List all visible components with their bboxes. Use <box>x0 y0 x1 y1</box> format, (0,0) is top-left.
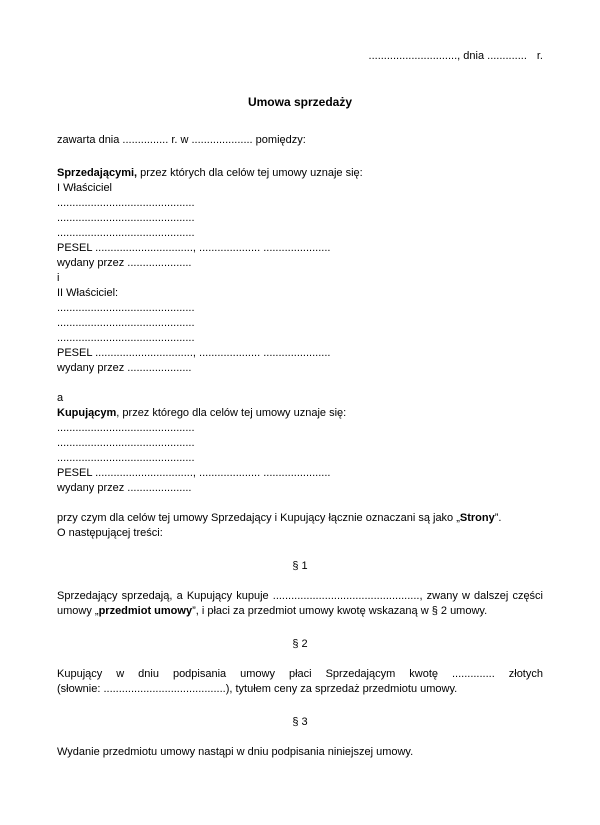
parties-clause-post: ”. <box>494 512 502 524</box>
spacer <box>57 496 543 511</box>
spacer <box>57 148 543 166</box>
section-1-line-2-bold: przedmiot umowy <box>98 605 193 617</box>
date-place-fill: ............................., <box>368 50 461 62</box>
page-title: Umowa sprzedaży <box>247 95 353 109</box>
dotted-fill-line: ............................................. <box>57 452 195 464</box>
date-day-fill: ............. <box>487 50 527 62</box>
date-year-suffix: r. <box>536 50 543 62</box>
section-1-line-2-pre: umowy „ <box>57 605 99 617</box>
spacer <box>57 574 543 589</box>
section-1-line-2-post: ”, i płaci za przedmiot umowy kwotę wskazaną w § 2 umowy. <box>192 605 488 617</box>
and-connector: i <box>57 272 60 284</box>
section-1-header: § 1 <box>292 560 308 572</box>
sellers-heading-rest: przez których dla celów tej umowy uznaje się: <box>137 167 363 179</box>
dotted-fill-line: ............................................. <box>57 422 195 434</box>
issued-by-line: wydany przez ..................... <box>57 482 192 494</box>
section-2-line-1: Kupujący w dniu podpisania umowy płaci Sprzedającym kwotę .............. złotych <box>57 668 543 680</box>
section-3-header: § 3 <box>292 716 308 728</box>
intro-line: zawarta dnia ............... r. w .................... pomiędzy: <box>57 134 306 146</box>
dotted-fill-line: ............................................. <box>57 197 195 209</box>
section-2-line-2: (słownie: ........................................), tytułem ceny za sprzedaż przedmiotu umowy. <box>57 683 458 695</box>
content-intro: O następującej treści: <box>57 527 163 539</box>
sellers-heading-bold: Sprzedającymi, <box>57 167 138 179</box>
parties-clause-pre: przy czym dla celów tej umowy Sprzedający i Kupujący łącznie oznaczani są jako „ <box>57 512 460 524</box>
date-line <box>57 49 543 64</box>
section-2-header: § 2 <box>292 638 308 650</box>
pesel-line: PESEL ................................, .................... ...................... <box>57 242 331 254</box>
owner2-label: II Właściciel: <box>57 287 119 299</box>
dotted-fill-line: ............................................. <box>57 317 195 329</box>
issued-by-line: wydany przez ..................... <box>57 257 192 269</box>
spacer <box>57 619 543 637</box>
date-label-dnia: dnia <box>463 50 485 62</box>
buyer-heading <box>57 406 543 421</box>
parties-clause <box>57 511 543 526</box>
dotted-fill-line: ............................................. <box>57 227 195 239</box>
sellers-heading <box>57 166 543 181</box>
spacer <box>57 730 543 745</box>
dotted-fill-line: ............................................. <box>57 437 195 449</box>
spacer <box>57 376 543 391</box>
section-3-body: Wydanie przedmiotu umowy nastąpi w dniu podpisania niniejszej umowy. <box>57 746 414 758</box>
issued-by-line: wydany przez ..................... <box>57 362 192 374</box>
section-1-line-2 <box>57 604 543 619</box>
pesel-line: PESEL ................................, .................... ...................... <box>57 467 331 479</box>
dotted-fill-line: ............................................. <box>57 212 195 224</box>
connector-a: a <box>57 392 64 404</box>
spacer <box>57 541 543 559</box>
dotted-fill-line: ............................................. <box>57 332 195 344</box>
owner1-label: I Właściciel <box>57 182 113 194</box>
dotted-fill-line: ............................................. <box>57 302 195 314</box>
spacer <box>57 697 543 715</box>
pesel-line: PESEL ................................, .................... ...................... <box>57 347 331 359</box>
buyer-heading-rest: , przez którego dla celów tej umowy uznaje się: <box>116 407 347 419</box>
buyer-heading-bold: Kupującym <box>57 407 117 419</box>
section-1-line-1: Sprzedający sprzedają, a Kupujący kupuje ................................................, zwany w dalszej części <box>57 590 543 602</box>
spacer <box>57 652 543 667</box>
parties-clause-bold: Strony <box>459 512 495 524</box>
